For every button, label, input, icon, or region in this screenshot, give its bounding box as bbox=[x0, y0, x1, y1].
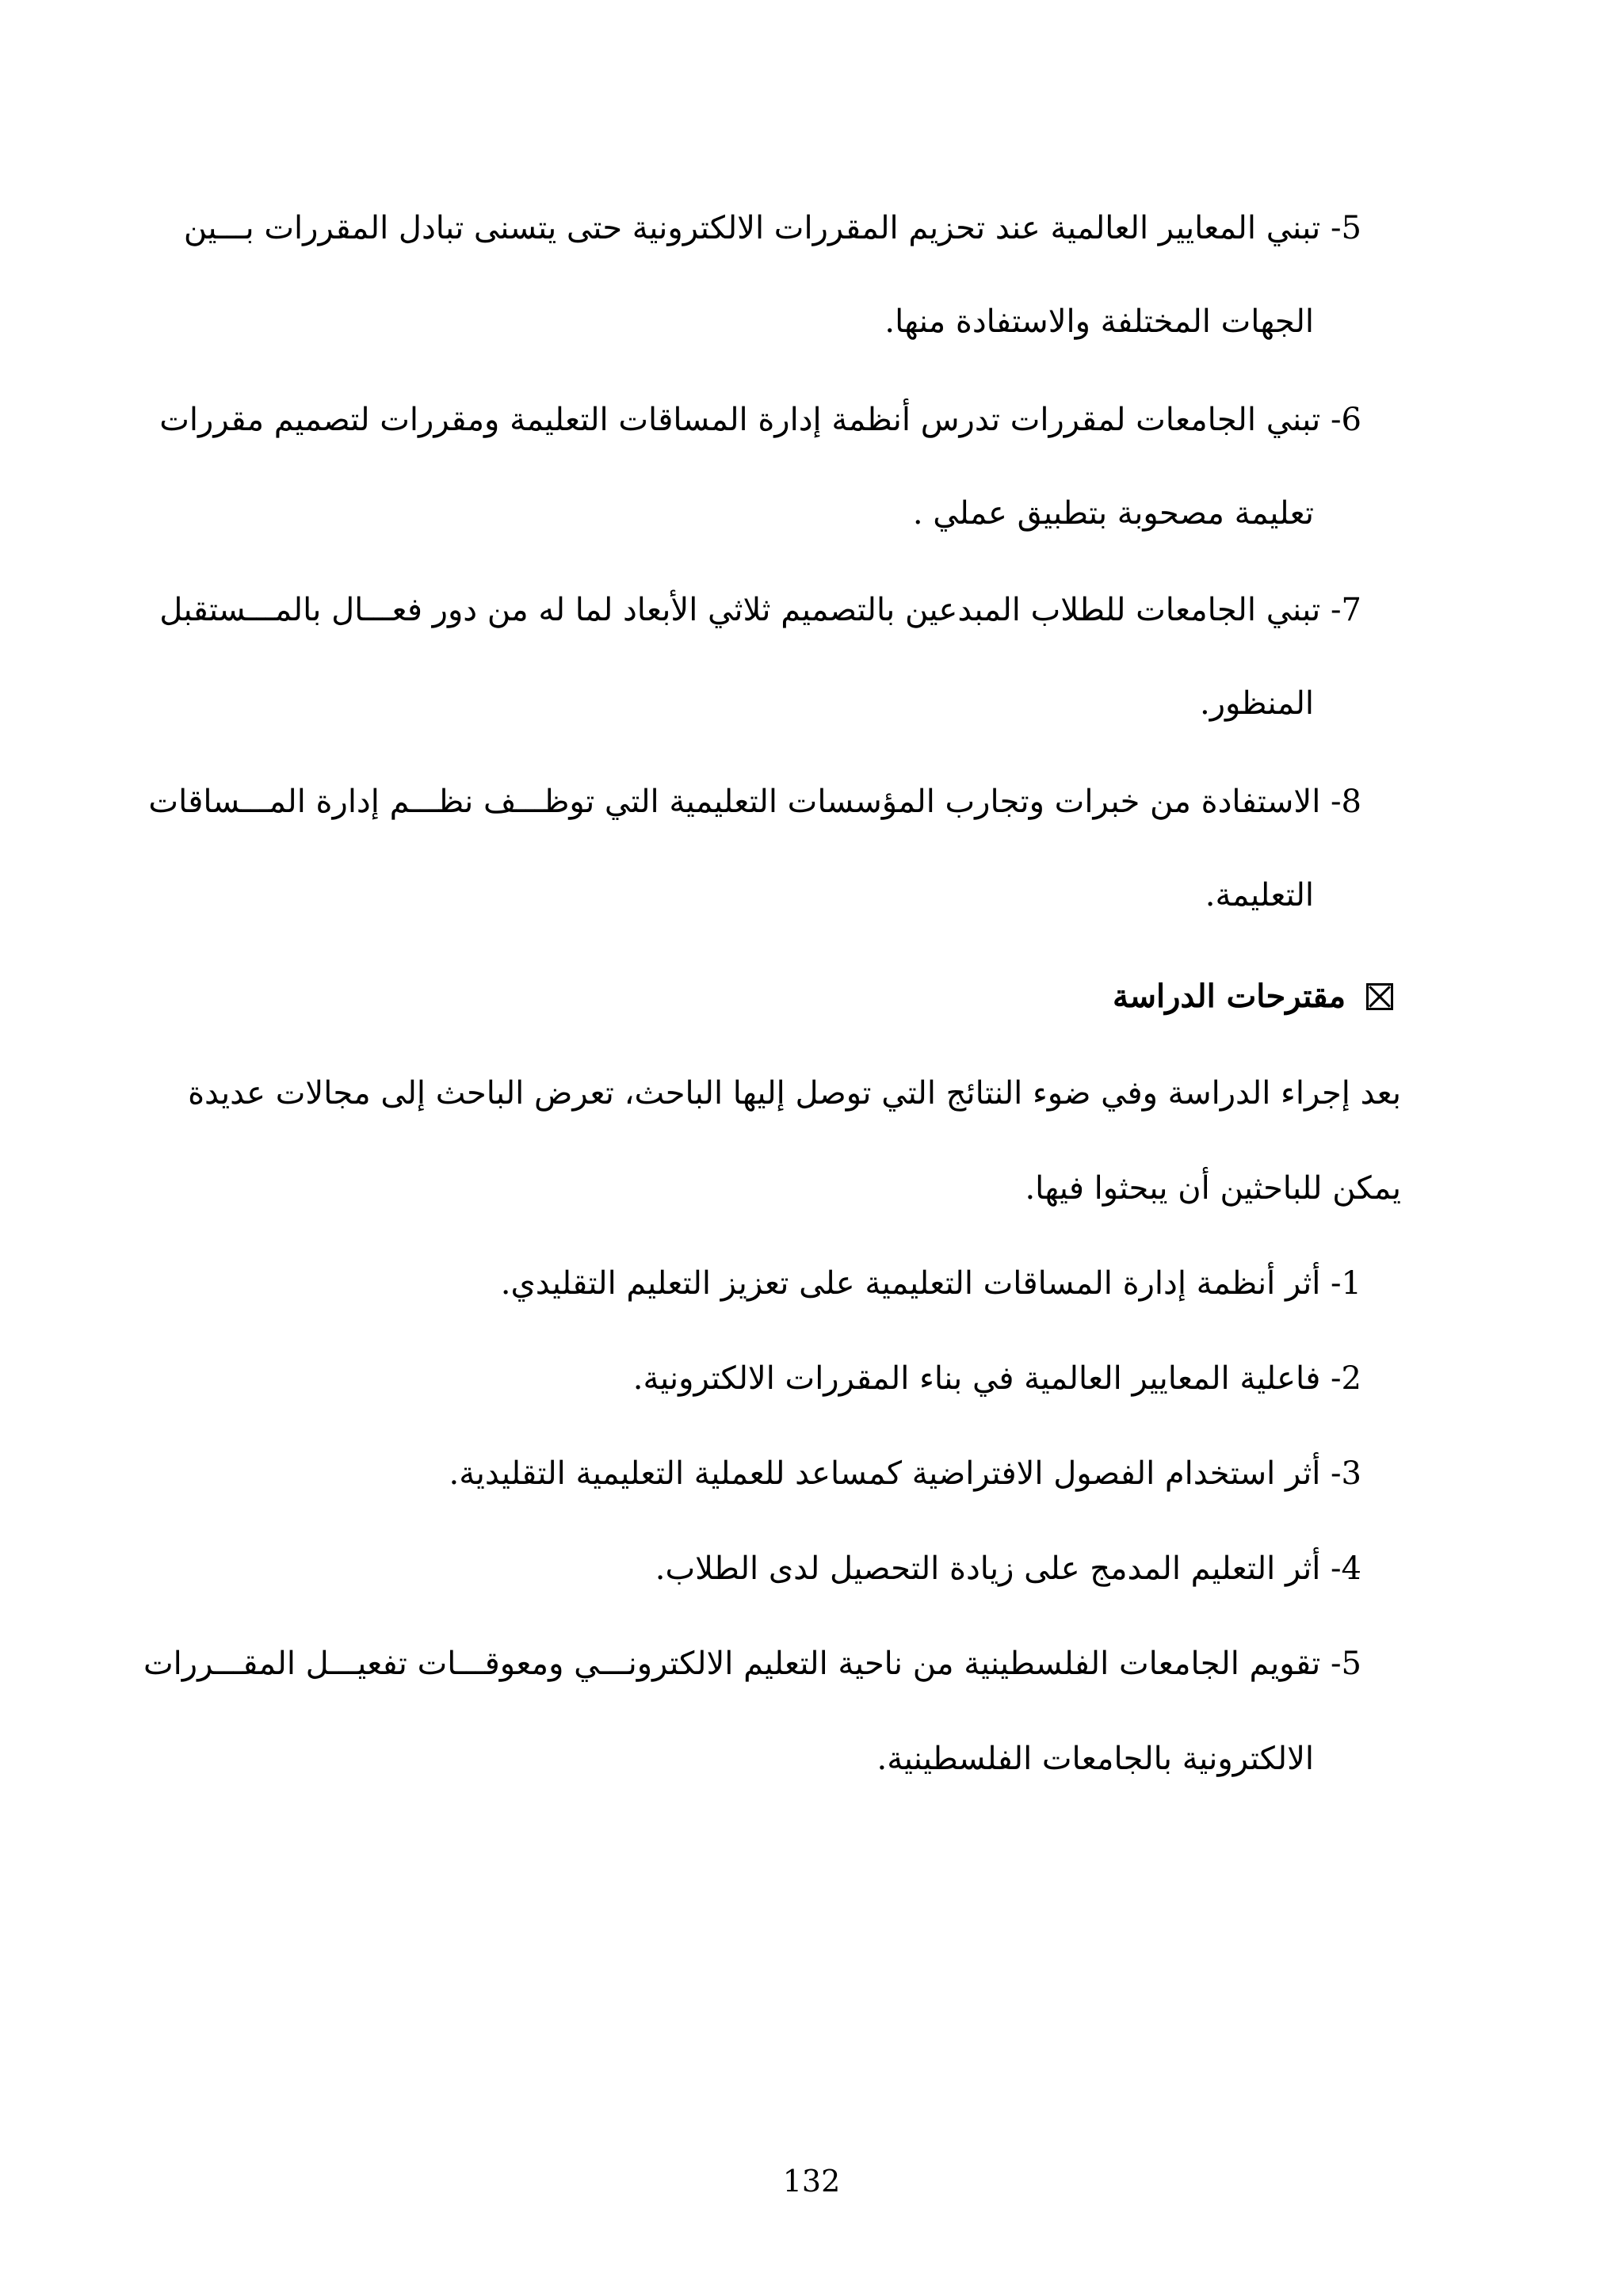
recommendation-6-line-1: 6- تبني الجامعات لمقررات تدرس أنظمة إدارة المساقات التعليمة ومقررات لتصميم مقررات bbox=[159, 402, 1361, 438]
recommendation-8-line-1: 8- الاستفادة من خبرات وتجارب المؤسسات التعليمية التي توظـــف نظـــم إدارة المـــساقات bbox=[148, 784, 1361, 820]
section-heading bbox=[1113, 973, 1393, 1020]
page-number: 132 bbox=[782, 2164, 841, 2199]
suggestion-5-line-2: الالكترونية بالجامعات الفلسطينية. bbox=[876, 1741, 1314, 1777]
recommendation-5-line-2: الجهات المختلفة والاستفادة منها. bbox=[884, 303, 1314, 340]
recommendation-6-line-2: تعليمة مصحوبة بتطبيق عملي . bbox=[912, 495, 1314, 532]
suggestion-3: 3- أثر استخدام الفصول الافتراضية كمساعد للعملية التعليمية التقليدية. bbox=[449, 1455, 1361, 1492]
intro-paragraph-line-2: يمكن للباحثين أن يبحثوا فيها. bbox=[1025, 1170, 1401, 1207]
recommendation-7-line-1: 7- تبني الجامعات للطلاب المبدعين بالتصميم ثلاثي الأبعاد لما له من دور فعـــال بالمـــستقبل bbox=[159, 592, 1361, 628]
suggestion-2: 2- فاعلية المعايير العالمية في بناء المقررات الالكترونية. bbox=[632, 1360, 1361, 1397]
recommendation-5-line-1: 5- تبني المعايير العالمية عند تحزيم المقررات الالكترونية حتى يتسنى تبادل المقررات بـــين bbox=[183, 210, 1361, 246]
suggestion-4: 4- أثر التعليم المدمج على زيادة التحصيل لدى الطلاب. bbox=[655, 1550, 1361, 1587]
suggestion-5-line-1: 5- تقويم الجامعات الفلسطينية من ناحية التعليم الالكترونـــي ومعوقـــات تفعيـــل المقـــررات bbox=[143, 1646, 1361, 1682]
boxed-x-icon bbox=[1366, 983, 1393, 1010]
intro-paragraph-line-1: بعد إجراء الدراسة وفي ضوء النتائج التي توصل إليها الباحث، تعرض الباحث إلى مجالات عديدة bbox=[188, 1075, 1401, 1112]
suggestion-1: 1- أثر أنظمة إدارة المساقات التعليمية على تعزيز التعليم التقليدي. bbox=[500, 1265, 1361, 1302]
recommendation-7-line-2: المنظور. bbox=[1199, 685, 1314, 722]
recommendation-8-line-2: التعليمة. bbox=[1205, 877, 1314, 913]
section-heading-text: مقترحات الدراسة bbox=[1113, 978, 1346, 1015]
